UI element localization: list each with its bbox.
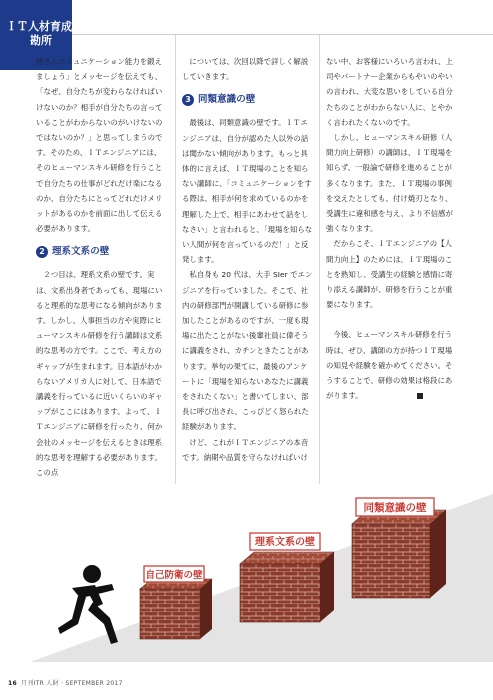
section-tag-line1: ＩＴ人材育成の: [6, 20, 83, 33]
wall-3-label: 同類意識の壁: [363, 502, 427, 514]
col1-paragraph-1: 皆さんコミュニケーション能力を鍛えましょう」とメッセージを伝えても、「なぜ、自分たちが変わらなければいけないのか？相手が自分たちの言っていることがわからないのがいけないのではないのか？」と思ってしまうのです。そのため、ＩＴエンジニアには、そのヒューマンスキル研修を行うことで自分たちの仕事がどれだけ楽になるのか、自分たちにとってどれだけメリットがあるのかを前面に出して伝える必要があります。: [36, 57, 163, 234]
heading-text: 理系文系の壁: [52, 246, 110, 258]
wall-2: [240, 533, 334, 622]
heading-number: 2: [36, 246, 48, 258]
section-heading-2: [36, 244, 168, 259]
page-number: 16: [8, 680, 17, 687]
wall-2-label: 理系文系の壁: [255, 537, 315, 548]
col3-paragraph-2: しかし、ヒューマンスキル研修（人間力向上研修）の講師は、ＩＴ現場を知らず、一般論で研修を進めることが多くなります。また、ＩＴ現場の事例を交えたとしても、付け焼刃となり、受講生に違和感を与え、より不信感が強くなります。: [326, 133, 453, 234]
page-footer: [8, 678, 123, 687]
col2-paragraph-4: けど、これがＩＴエンジニアの本音です。納期や品質を守らなければいけ: [182, 437, 309, 462]
col3-paragraph-3: だからこそ、ＩＴエンジニアの【人間力向上】のためには、ＩＴ現場のことを熟知し、受講生の経験と感情に寄り添える講師が、研修を行うことが重要になります。: [326, 239, 453, 310]
col3-paragraph-4: [326, 327, 459, 403]
col2-paragraph-1: については、次回以降で詳しく解説していきます。: [182, 57, 309, 82]
wall-1-label: 自己防衛の壁: [145, 570, 203, 581]
footer-text: 月刊ITR 人財 · SEPTEMBER 2017: [20, 680, 123, 687]
section-tag-line2: 勘所: [30, 34, 52, 47]
column-divider-1: [175, 34, 176, 484]
wall-3: [352, 498, 446, 598]
col2-paragraph-3: 私自身も 20 代は、大手 SIer でエンジニアを行っていました。そこで、社内の研修部門が開講している研修に参加したことがあるのですが、一度も現場に出たことがない後輩社員に偉そうに講義をされ、カチンときたことがあります。挙句の果てに、最後のアンケートに「現場を知らないあなたに講義をされたくない」と書いてしまい、部長に呼び出され、こっぴどく怒られた経験があります。: [182, 270, 313, 432]
heading-number: 3: [182, 94, 194, 106]
section-heading-3: [182, 92, 313, 107]
wall-illustration: [0, 484, 493, 664]
column-divider-2: [319, 34, 320, 484]
col3-paragraph-1: ない中、お客様にいろいろ言われ、上司やパートナー企業からもやいのやいの言われ、大変な思いをしている自分たちのことがわからない人に、とやかく言われたくないのです。: [326, 57, 453, 127]
end-mark-icon: [417, 393, 423, 399]
top-rule: [72, 34, 493, 35]
article-column-1: [36, 54, 168, 480]
col3-paragraph-4-text: 今後、ヒューマンスキル研修を行う時は、ぜひ、講師の方が持つＩＴ現場の知見や経験を確かめてください。そうすることで、研修の効果は格段にあがります。: [326, 330, 453, 401]
runner-figure-icon: [58, 565, 118, 644]
heading-text: 同類意識の壁: [198, 94, 256, 106]
wall-1: [140, 566, 212, 639]
article-column-3: [326, 54, 459, 403]
article-column-2: [182, 54, 313, 465]
col2-paragraph-2: 最後は、同類意識の壁です。ＩＴエンジニアは、自分が認めた人以外の話は聞かない傾向があります。もっと具体的に言えば、ＩＴ現場のことを知らない講師に、「コミュニケーションをする際は、相手が何を求めているのかを理解した上で、相手にあわせて話をしなさい」と言われると、「現場を知らない人間が何を言っているのだ！」と反発します。: [182, 118, 313, 265]
col1-paragraph-2: ２つ目は、理系文系の壁です。実は、文系出身者であっても、現場にいると理系的な思考になる傾向があります。しかし、人事担当の方や実際にヒューマンスキル研修を行う講師は文系的な思考の方です。ここで、考え方のギャップが生まれます。日本語がわからないアメリカ人に対して、日本語で講義を行っているに近いくらいのギャップがここにはあります。よって、ＩＴエンジニアに研修を行ったり、何か会社のメッセージを伝えるときは理系的な思考を理解する必要があります。この点: [36, 270, 163, 478]
